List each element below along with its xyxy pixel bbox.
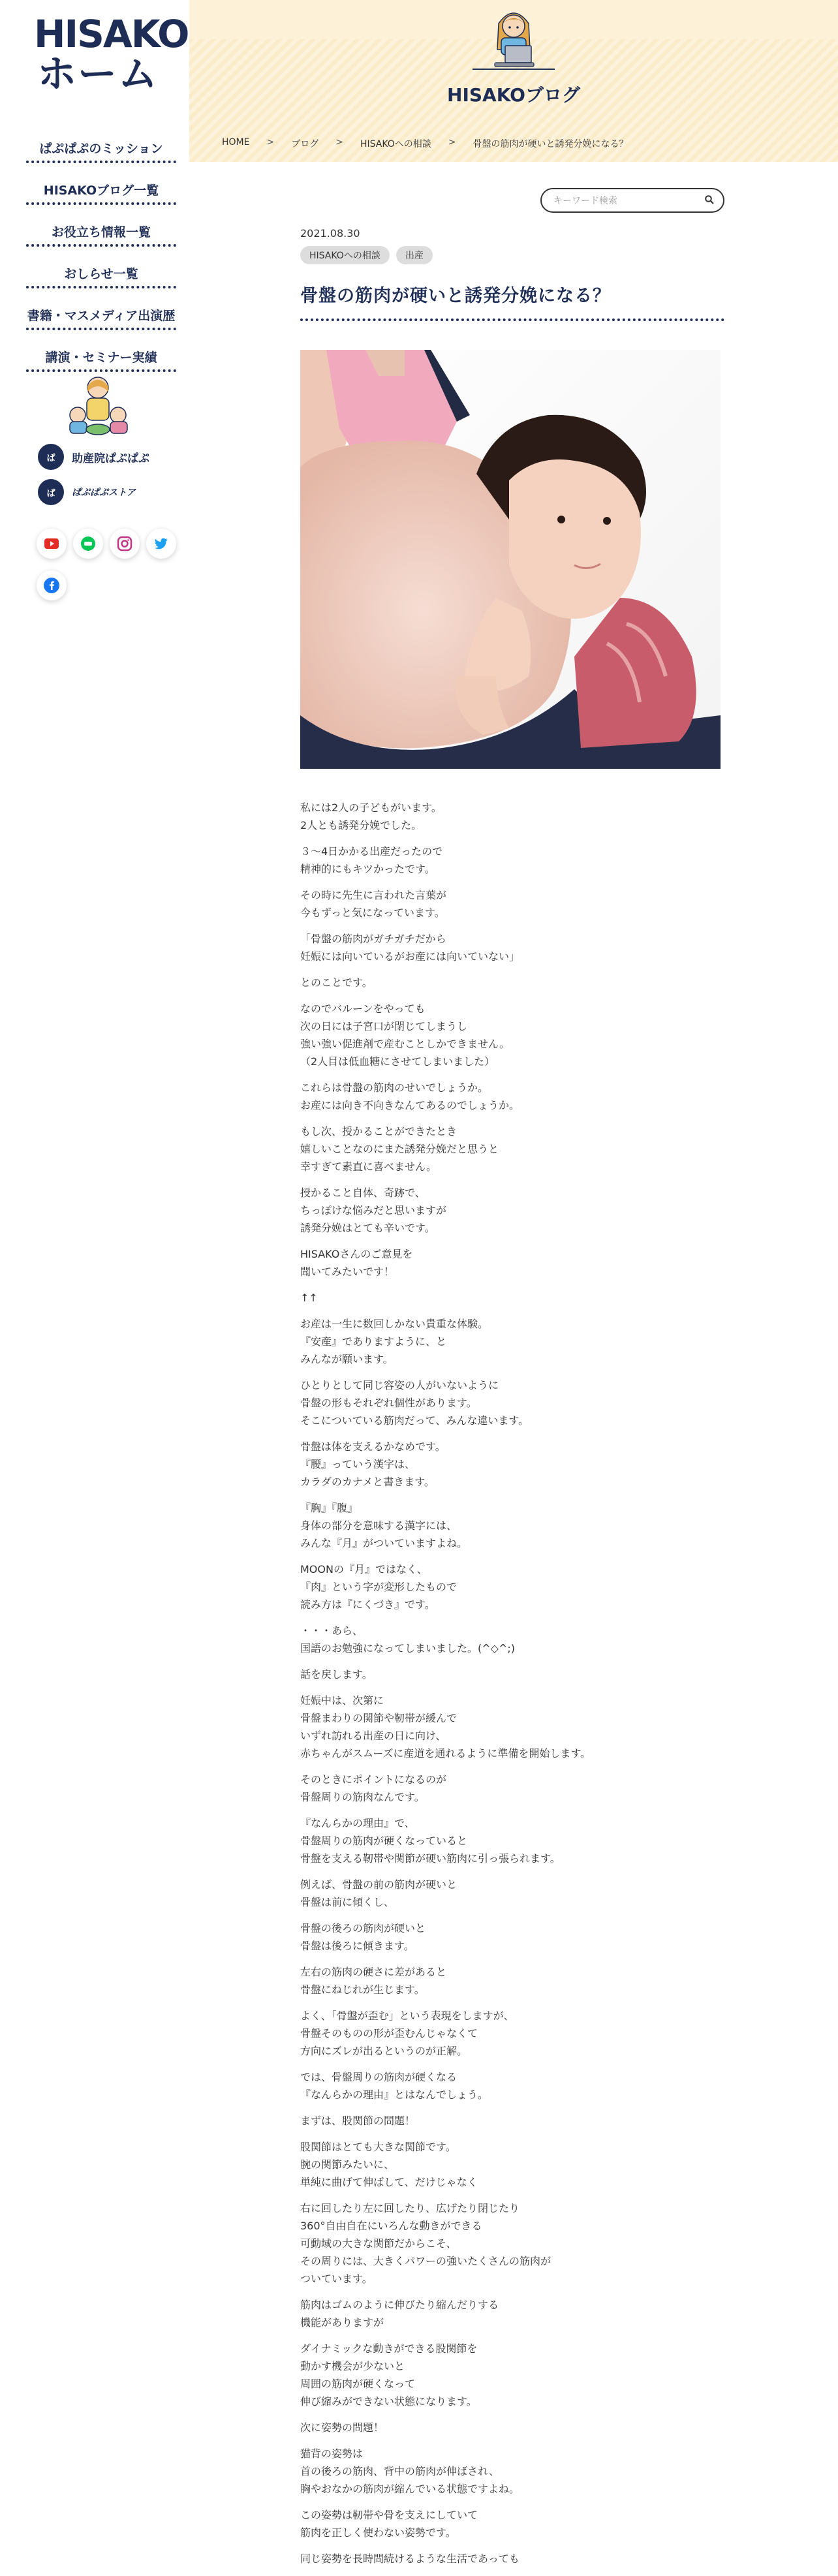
nav-item-label: 講演・セミナー実績 [45, 350, 157, 365]
post-paragraph: ↑↑ [300, 1292, 318, 1304]
nav-item-label: お役立ち情報一覧 [51, 225, 151, 240]
post-paragraph: 同じ姿勢を長時間続けるような生活であっても [300, 2553, 520, 2565]
family-illustration [62, 373, 134, 436]
nav-item-media[interactable] [26, 288, 176, 330]
post-paragraph: 骨盤の後ろの筋肉が硬いと 骨盤は後ろに傾きます。 [300, 1922, 426, 1952]
post-paragraph: 『なんらかの理由』で、 骨盤周りの筋肉が硬くなっていると 骨盤を支える靭帯や関節が硬い筋肉に引っ張られます。 [300, 1817, 561, 1865]
tag-consultation[interactable]: HISAKOへの相談 [300, 246, 390, 264]
papupapu-logo-icon: ぱ [38, 444, 64, 470]
twitter-icon[interactable] [146, 529, 176, 559]
post-paragraph: まずは、股関節の問題！ [300, 2115, 416, 2127]
nav-item-mission[interactable] [26, 121, 176, 163]
post-paragraph: MOONの『月』ではなく、 『肉』という字が変形したもので 読み方は『にくづき』です。 [300, 1563, 458, 1611]
post-paragraph: お産は一生に数回しかない貴重な体験。 『安産』でありますように、と みんなが願います。 [300, 1318, 489, 1365]
search-icon[interactable] [705, 195, 714, 207]
post-paragraph: なのでバルーンをやっても 次の日には子宮口が閉じてしまうし 強い強い促進剤で産むことしかできません。 （2人目は低血糖にさせてしまいました） [300, 1002, 510, 1068]
post-paragraph: 猫背の姿勢は 首の後ろの筋肉、背中の筋肉が伸ばされ、 胸やおなかの筋肉が縮んでいる状態ですよね。 [300, 2447, 520, 2495]
post-paragraph: では、骨盤周りの筋肉が硬くなる 『なんらかの理由』とはなんでしょう。 [300, 2071, 489, 2101]
papupapu-store-label: ぱぷぱぷストア [72, 488, 136, 498]
nav-item-label: HISAKOブログ一覧 [43, 183, 159, 198]
post-paragraph: 「骨盤の筋肉がガチガチだから 妊娠には向いているがお産には向いていない」 [300, 933, 520, 963]
post-photo [300, 350, 721, 769]
logo-text-line2: ホーム [37, 51, 159, 97]
post-paragraph: HISAKOさんのご意見を 聞いてみたいです！ [300, 1248, 413, 1278]
nav-item-news[interactable] [26, 247, 176, 288]
post-paragraph: 私には2人の子どもがいます。 2人とも誘発分娩でした。 [300, 801, 442, 831]
page-title: HISAKOブログ [447, 84, 580, 106]
breadcrumb-home[interactable]: HOME [222, 137, 250, 147]
tag-birth[interactable]: 出産 [396, 246, 433, 264]
post-date: 2021.08.30 [300, 227, 360, 240]
search-input[interactable] [553, 194, 697, 208]
site-logo[interactable] [34, 12, 189, 97]
breadcrumb-current: 骨盤の筋肉が硬いと誘発分娩になる？ [473, 139, 628, 149]
post-paragraph: そのときにポイントになるのが 骨盤周りの筋肉なんです。 [300, 1773, 447, 1803]
nav-item-useful-info[interactable] [26, 205, 176, 247]
post-paragraph: 話を戻します。 [300, 1668, 373, 1681]
facebook-icon[interactable] [37, 570, 67, 600]
post-paragraph: 右に回したり左に回したり、広げたり閉じたり 360°自由自在にいろんな動きができる 可動域の大きな関節だからこそ、 その周りには、大きくパワーの強いたくさんの筋肉が ついています。 [300, 2202, 551, 2285]
post-paragraph: ダイナミックな動きができる股関節を 動かす機会が少ないと 周囲の筋肉が硬くなって 伸び縮みができない状態になります。 [300, 2342, 478, 2408]
breadcrumb-separator: > [335, 137, 343, 147]
line-icon[interactable] [73, 529, 103, 559]
post-paragraph: 例えば、骨盤の前の筋肉が硬いと 骨盤は前に傾くし、 [300, 1878, 458, 1908]
breadcrumb-separator: > [448, 137, 456, 147]
post-paragraph: 次に姿勢の問題！ [300, 2421, 384, 2434]
post-paragraph: ひとりとして同じ容姿の人がいないように 骨盤の形もそれぞれ個性があります。 そこについている筋肉だって、みんな違います。 [300, 1379, 529, 1427]
post-paragraph: 筋肉はゴムのように伸びたり縮んだりする 機能がありますが [300, 2299, 499, 2329]
breadcrumb-separator: > [266, 137, 275, 147]
sidebar [0, 0, 189, 2514]
post-paragraph: 左右の筋肉の硬さに差があると 骨盤にねじれが生じます。 [300, 1966, 447, 1996]
nav-item-blog-list[interactable] [26, 163, 176, 205]
youtube-icon[interactable] [37, 529, 67, 559]
page-header [189, 0, 838, 162]
nav-item-seminars[interactable] [26, 330, 176, 372]
instagram-icon[interactable] [110, 529, 140, 559]
post-paragraph: 股関節はとても大きな関節です。 腕の関節みたいに、 単純に曲げて伸ばして、だけじゃなく [300, 2141, 478, 2188]
blog-article [300, 227, 724, 2576]
keyword-search [540, 188, 724, 213]
papupapu-clinic-link[interactable] [38, 444, 149, 470]
nav-item-label: おしらせ一覧 [64, 267, 138, 281]
post-title: 骨盤の筋肉が硬いと誘発分娩になる？ [300, 281, 724, 321]
logo-text-line1: HISAKO [34, 12, 189, 56]
breadcrumb-blog[interactable]: ブログ [291, 139, 319, 149]
post-paragraph: もし次、授かることができたとき 嬉しいことなのにまた誘発分娩だと思うと 幸すぎて素直に喜べません。 [300, 1125, 499, 1173]
papupapu-clinic-label: 助産院ぱぷぱぷ [72, 452, 149, 465]
papupapu-store-link[interactable] [38, 479, 136, 505]
post-paragraph: ３〜4日かかる出産だったので 精神的にもキツかったです。 [300, 845, 443, 875]
post-paragraph: よく、「骨盤が歪む」という表現をしますが、 骨盤そのものの形が歪むんじゃなくて 方向にズレが出るというのが正解。 [300, 2010, 514, 2057]
hisako-illustration [473, 4, 555, 73]
papupapu-store-logo-icon: ぱ [38, 479, 64, 505]
post-paragraph: 『胸』『腹』 身体の部分を意味する漢字には、 みんな『月』がついていますよね。 [300, 1502, 468, 1549]
nav-item-label: 書籍・マスメディア出演歴 [27, 309, 176, 323]
post-tags [300, 246, 724, 264]
breadcrumb [222, 137, 628, 150]
post-paragraph: これらは骨盤の筋肉のせいでしょうか。 お産には向き不向きなんてあるのでしょうか。 [300, 1081, 520, 1111]
post-body [300, 799, 724, 2568]
post-paragraph: 骨盤は体を支えるかなめです。 『腰』っていう漢字は、 カラダのカナメと書きます。 [300, 1440, 446, 1488]
post-paragraph: この姿勢は靭帯や骨を支えにしていて 筋肉を正しく使わない姿勢です。 [300, 2509, 478, 2539]
post-paragraph: その時に先生に言われた言葉が 今もずっと気になっています。 [300, 889, 447, 919]
post-paragraph: 授かること自体、奇跡で、 ちっぽけな悩みだと思いますが 誘発分娩はとても辛いです。 [300, 1187, 447, 1234]
nav-item-label: ぱぷぱぷのミッション [39, 142, 163, 156]
sidebar-nav [26, 121, 176, 372]
post-paragraph: 妊娠中は、次第に 骨盤まわりの関節や靭帯が緩んで いずれ訪れる出産の日に向け、 赤ちゃんがスムーズに産道を通れるように準備を開始します。 [300, 1694, 591, 1760]
post-paragraph: とのことです。 [300, 976, 373, 989]
post-paragraph: ・・・あら、 国語のお勉強になってしまいました。(^◇^;) [300, 1624, 515, 1654]
breadcrumb-category[interactable]: HISAKOへの相談 [360, 139, 431, 149]
